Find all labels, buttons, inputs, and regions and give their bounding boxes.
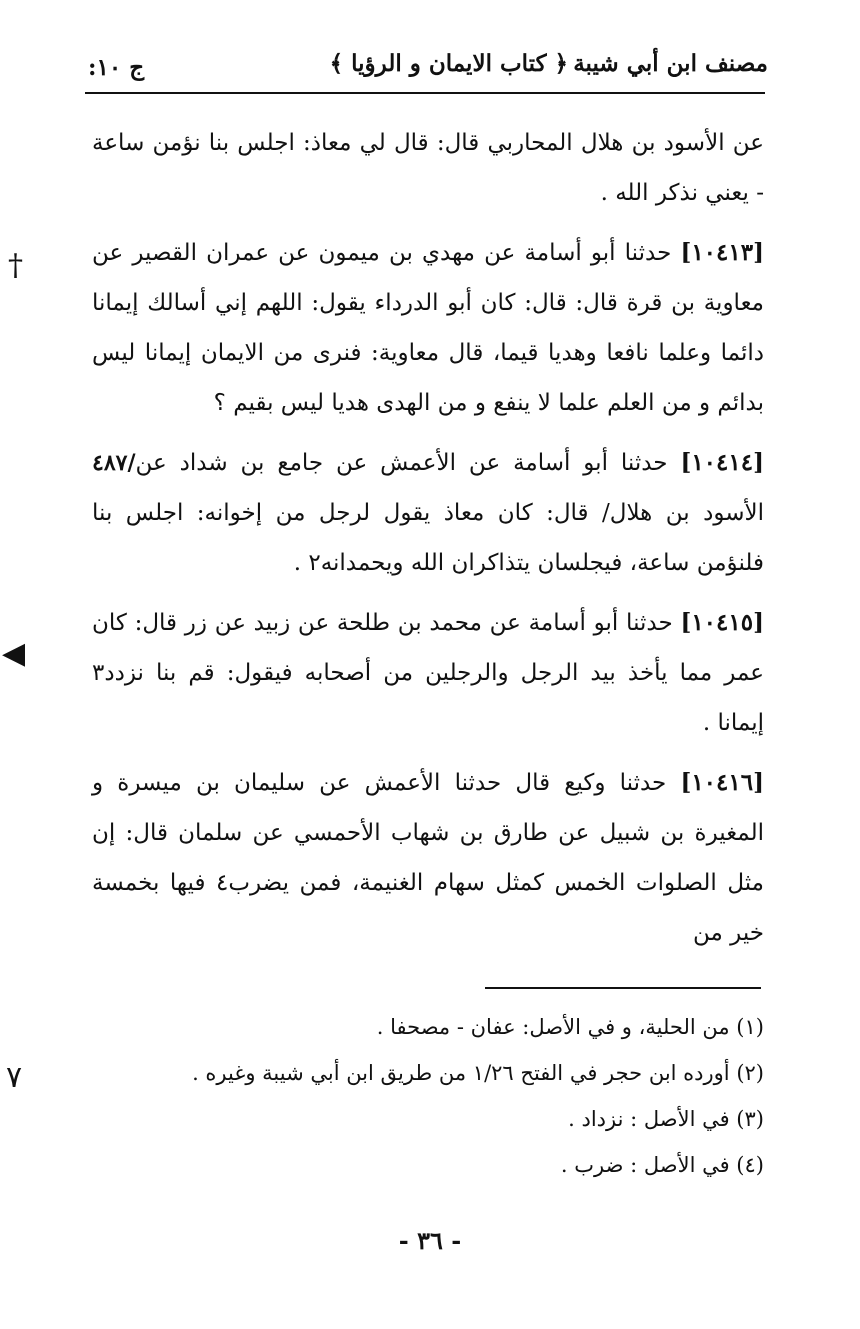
main-text (92, 118, 764, 968)
book-title: مصنف ابن أبي شيبة (573, 50, 768, 77)
running-header (88, 42, 768, 92)
chapter-title: ﴿ كتاب الايمان و الرؤيا ﴾ (329, 50, 568, 77)
margin-mark-icon: † (8, 248, 23, 283)
footnote: (٣) في الأصل : نزداد . (568, 1107, 764, 1131)
volume-number: ج ١٠: (88, 54, 145, 81)
hadith-number: [١٠٤١٣] (680, 239, 764, 266)
hadith-paragraph (92, 598, 764, 748)
paragraph-text: عن الأسود بن هلال المحاربي قال: قال لي معاذ: اجلس بنا نؤمن ساعة - يعني نذكر الله . (92, 130, 764, 206)
hadith-paragraph (92, 758, 764, 958)
page-number: - ٣٦ - (398, 1226, 462, 1255)
footnote: (٢) أورده ابن حجر في الفتح ١/٢٦ من طريق ابن أبي شيبة وغيره . (192, 1061, 764, 1085)
hadith-paragraph (92, 438, 764, 588)
footnotes (92, 1004, 764, 1188)
paragraph (92, 118, 764, 218)
footnote: (٤) في الأصل : ضرب . (560, 1153, 764, 1177)
hadith-number: [١٠٤١٤] (680, 449, 764, 476)
margin-mark-icon: ◀ (2, 636, 26, 671)
header-divider (85, 92, 765, 94)
hadith-number: [١٠٤١٦] (680, 769, 764, 796)
footnote-divider (485, 987, 761, 989)
hadith-paragraph (92, 228, 764, 428)
hadith-text: حدثنا وكيع قال حدثنا الأعمش عن سليمان بن ميسرة و المغيرة بن شبيل عن طارق بن شهاب الأحمسي عن سلمان قال: إن مثل الصلوات الخمس كمثل سهام الغنيمة، فمن يضرب٤ فيها بخمسة خير من (92, 770, 764, 946)
hadith-text: حدثنا أبو أسامة عن الأعمش عن جامع بن شداد عن الأسود بن هلال/ قال: كان معاذ يقول لرجل من إخوانه: اجلس بنا فلنؤمن ساعة، فيجلسان يتذاكران الله ويحمدانه٢ . (92, 450, 764, 576)
original-page-marker: ٤٨٧/ (92, 450, 136, 476)
hadith-text: حدثنا أبو أسامة عن مهدي بن ميمون عن عمران القصير عن معاوية بن قرة قال: قال: كان أبو الدرداء يقول: اللهم إني أسالك إيمانا دائما وعلما نافعا وهديا قيما، قال معاوية: فنرى من الايمان إيمانا ليس بدائم و من العلم علما لا ينفع و من الهدى هديا ليس بقيم ؟ (92, 240, 764, 416)
footnote: (١) من الحلية، و في الأصل: عفان - مصحفا . (376, 1015, 764, 1039)
margin-mark-icon: ٧ (6, 1060, 23, 1095)
hadith-number: [١٠٤١٥] (680, 609, 764, 636)
hadith-text: حدثنا أبو أسامة عن محمد بن طلحة عن زبيد عن زر قال: كان عمر مما يأخذ بيد الرجل والرجلين من أصحابه فيقول: قم بنا نزدد٣ إيمانا . (92, 610, 764, 736)
